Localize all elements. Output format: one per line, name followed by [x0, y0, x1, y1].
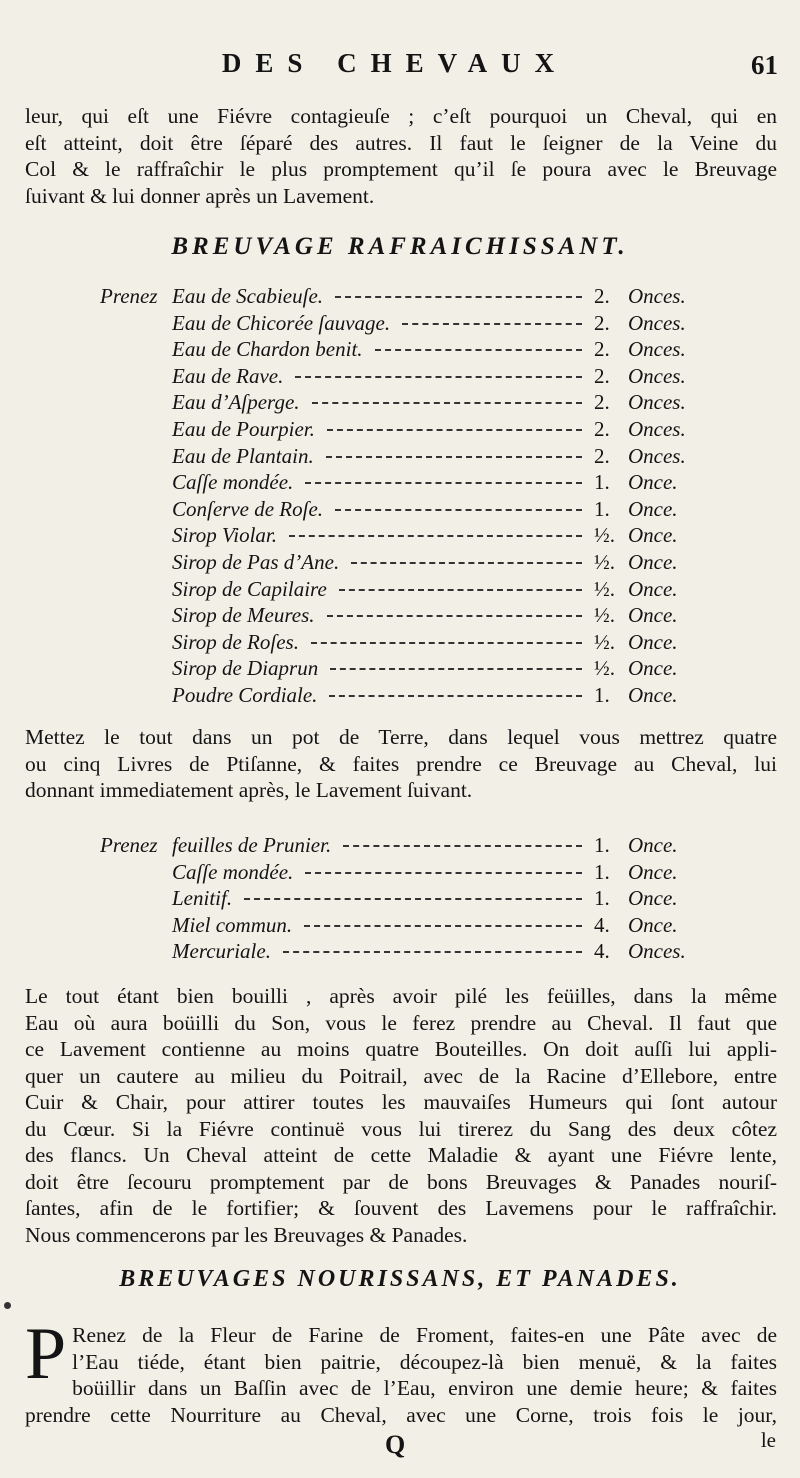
ingredient-name: Lenitif. [172, 886, 233, 911]
ingredient-unit: Onces. [628, 284, 686, 308]
ingredient-name: Caſſe mondée. [172, 470, 294, 495]
dot-leader [330, 668, 582, 670]
ingredient-name: Sirop de Capilaire [172, 576, 327, 601]
ingredient-unit: Once. [628, 576, 678, 601]
text-line: Cuir & Chair, pour attirer toutes les mauvaiſes Humeurs qui ſont autour [25, 1090, 777, 1114]
ingredient-unit: Once. [628, 470, 678, 495]
ingredient-unit: Onces. [628, 443, 686, 468]
ingredient-quantity: 2. [594, 337, 610, 362]
ingredient-name: Eau de Plantain. [172, 443, 314, 468]
dot-leader [295, 376, 582, 378]
running-head [0, 48, 800, 88]
ingredient-name: Caſſe mondée. [172, 859, 294, 884]
intro-paragraph [25, 103, 777, 209]
ingredient-name: Conſerve de Roſe. [172, 496, 324, 521]
recipe-list-1 [0, 284, 800, 710]
ingredient-quantity: 1. [594, 682, 610, 707]
dot-leader [304, 925, 582, 927]
ingredient-name: Sirop Violar. [172, 523, 278, 548]
recipe-row [0, 364, 800, 391]
recipe-row [0, 311, 800, 338]
text-line: Eau où aura boüilli du Son, vous le ferez prendre au Cheval. Il faut que [25, 1010, 777, 1035]
dot-leader [305, 482, 582, 484]
recipe-row [0, 603, 800, 630]
text-line: des flancs. Un Cheval atteint de cette Maladie & ayant une Fiévre lente, [25, 1143, 777, 1167]
ingredient-name: Eau de Pourpier. [172, 416, 315, 441]
text-line: boüillir dans un Baſſin avec de l’Eau, environ une demie heure; & faites [72, 1376, 777, 1400]
text-line: l’Eau tiéde, étant bien paitrie, découpez-là bien menuë, & la faites [72, 1349, 777, 1374]
recipe-row [0, 390, 800, 417]
ingredient-quantity: 2. [594, 390, 610, 415]
ingredient-name: Poudre Cordiale. [172, 682, 318, 707]
ingredient-quantity: 1. [594, 859, 610, 884]
text-line: Le tout étant bien bouilli , après avoir pilé les feüilles, dans la même [25, 984, 777, 1008]
dot-leader [283, 951, 582, 953]
text-line: ou cinq Livres de Ptiſanne, & faites prendre ce Breuvage au Cheval, lui [25, 751, 777, 776]
recipe-row [0, 886, 800, 913]
recipe-intro: Prenez [100, 284, 158, 308]
ingredient-quantity: 1. [594, 833, 610, 857]
ingredient-quantity: 4. [594, 912, 610, 937]
text-line: Col & le raffraîchir le plus promptement qu’il ſe poura avec le Breuvage [25, 157, 777, 181]
ingredient-quantity: ½. [594, 629, 615, 654]
ingredient-unit: Onces. [628, 310, 686, 335]
margin-ornament [4, 1302, 11, 1309]
ingredient-unit: Once. [628, 682, 678, 707]
recipe-row [0, 417, 800, 444]
ingredient-quantity: 2. [594, 416, 610, 441]
dot-leader [343, 845, 582, 847]
recipe-heading: BREUVAGE RAFRAICHISSANT. [171, 233, 629, 260]
text-line: donnant immediatement après, le Lavement ſuivant. [25, 778, 473, 802]
recipe-row [0, 577, 800, 604]
text-line: prendre cette Nourriture au Cheval, avec une Corne, trois fois le jour, [25, 1402, 777, 1427]
catchword: le [760, 1428, 776, 1452]
recipe-row [0, 284, 800, 311]
text-line: Mettez le tout dans un pot de Terre, dans lequel vous mettrez quatre [25, 725, 777, 749]
ingredient-unit: Once. [628, 496, 678, 521]
ingredient-quantity: ½. [594, 656, 615, 681]
instructions-paragraph [25, 724, 777, 804]
ingredient-unit: Once. [628, 656, 678, 681]
dot-leader [335, 509, 582, 511]
ingredient-quantity: 1. [594, 470, 610, 495]
ingredient-unit: Once. [628, 549, 678, 574]
text-line: Nous commencerons par les Breuvages & Panades. [25, 1222, 468, 1247]
ingredient-name: Sirop de Pas d’Ane. [172, 549, 340, 574]
page-number: 61 [751, 50, 778, 80]
recipe-row [0, 444, 800, 471]
text-line: du Cœur. Si la Fiévre continuë vous lui tirerez du Sang des deux côtez [25, 1116, 777, 1141]
drop-cap: P [25, 1313, 67, 1395]
ingredient-unit: Onces. [628, 390, 686, 415]
ingredient-name: feuilles de Prunier. [172, 833, 332, 857]
text-line: ſuivant & lui donner après un Lavement. [25, 183, 375, 208]
recipe-row [0, 630, 800, 657]
ingredient-name: Eau de Scabieuſe. [172, 284, 324, 308]
section-heading: BREUVAGES NOURISSANS, ET PANADES. [119, 1266, 681, 1292]
ingredient-name: Eau de Chardon benit. [172, 337, 363, 362]
dot-leader [339, 589, 582, 591]
ingredient-quantity: ½. [594, 603, 615, 628]
ingredient-unit: Once. [628, 886, 678, 911]
recipe-row [0, 550, 800, 577]
dot-leader [311, 642, 582, 644]
ingredient-quantity: 2. [594, 443, 610, 468]
ingredient-quantity: 1. [594, 496, 610, 521]
ingredient-unit: Once. [628, 833, 678, 857]
ingredient-quantity: 2. [594, 310, 610, 335]
dot-leader [305, 872, 582, 874]
treatment-paragraph [25, 983, 777, 1248]
ingredient-unit: Onces. [628, 363, 686, 388]
ingredient-unit: Once. [628, 912, 678, 937]
dot-leader [329, 695, 582, 697]
ingredient-unit: Once. [628, 629, 678, 654]
ingredient-quantity: 2. [594, 284, 610, 308]
recipe-row [0, 470, 800, 497]
ingredient-name: Eau de Rave. [172, 363, 284, 388]
ingredient-unit: Onces. [628, 416, 686, 441]
recipe-row [0, 523, 800, 550]
text-line: ſantes, afin de le fortifier; & ſouvent des Lavemens pour le raffraîchir. [25, 1196, 777, 1220]
ingredient-name: Eau de Chicorée ſauvage. [172, 310, 391, 335]
ingredient-quantity: ½. [594, 523, 615, 548]
ingredient-unit: Onces. [628, 939, 686, 964]
ingredient-name: Mercuriale. [172, 939, 271, 964]
signature-mark: Q [385, 1430, 406, 1459]
dot-leader [335, 296, 582, 298]
ingredient-unit: Once. [628, 523, 678, 548]
recipe-row [0, 939, 800, 966]
ingredient-name: Sirop de Meures. [172, 603, 315, 628]
ingredient-name: Eau d’Aſperge. [172, 390, 300, 415]
recipe-row [0, 860, 800, 887]
running-title: DES CHEVAUX [221, 48, 569, 78]
dot-leader [326, 456, 582, 458]
dot-leader [289, 535, 582, 537]
text-line: ce Lavement contienne au moins quatre Bouteilles. On doit auſſi lui appli- [25, 1037, 777, 1061]
ingredient-unit: Once. [628, 603, 678, 628]
ingredient-quantity: ½. [594, 549, 615, 574]
recipe-row [0, 497, 800, 524]
recipe-row [0, 656, 800, 683]
dot-leader [327, 429, 582, 431]
dot-leader [312, 402, 582, 404]
recipe-row [0, 683, 800, 710]
text-line: Renez de la Fleur de Farine de Froment, faites-en une Pâte avec de [72, 1323, 777, 1347]
dot-leader [375, 349, 582, 351]
ingredient-unit: Onces. [628, 337, 686, 362]
recipe-list-2 [0, 833, 800, 966]
dot-leader [351, 562, 582, 564]
ingredient-name: Sirop de Diaprun [172, 656, 319, 681]
text-line: doit être ſecouru promptement par de bons Breuvages & Panades nouriſ- [25, 1169, 777, 1194]
dot-leader [244, 898, 582, 900]
recipe-row [0, 337, 800, 364]
text-line: eſt atteint, doit être ſéparé des autres. Il faut le ſeigner de la Veine du [25, 130, 777, 155]
recipe-row [0, 913, 800, 940]
dot-leader [327, 615, 582, 617]
ingredient-name: Sirop de Roſes. [172, 629, 299, 654]
text-line: leur, qui eſt une Fiévre contagieuſe ; c’eſt pourquoi un Cheval, qui en [25, 104, 777, 128]
text-line: quer un cautere au milieu du Poitrail, avec de la Racine d’Ellebore, entre [25, 1063, 777, 1088]
panade-paragraph [25, 1313, 777, 1428]
ingredient-unit: Once. [628, 859, 678, 884]
ingredient-quantity: 1. [594, 886, 610, 911]
ingredient-name: Miel commun. [172, 912, 293, 937]
dot-leader [402, 323, 582, 325]
recipe-row [0, 833, 800, 860]
ingredient-quantity: 4. [594, 939, 610, 964]
ingredient-quantity: ½. [594, 576, 615, 601]
recipe-intro: Prenez [100, 833, 158, 857]
ingredient-quantity: 2. [594, 363, 610, 388]
